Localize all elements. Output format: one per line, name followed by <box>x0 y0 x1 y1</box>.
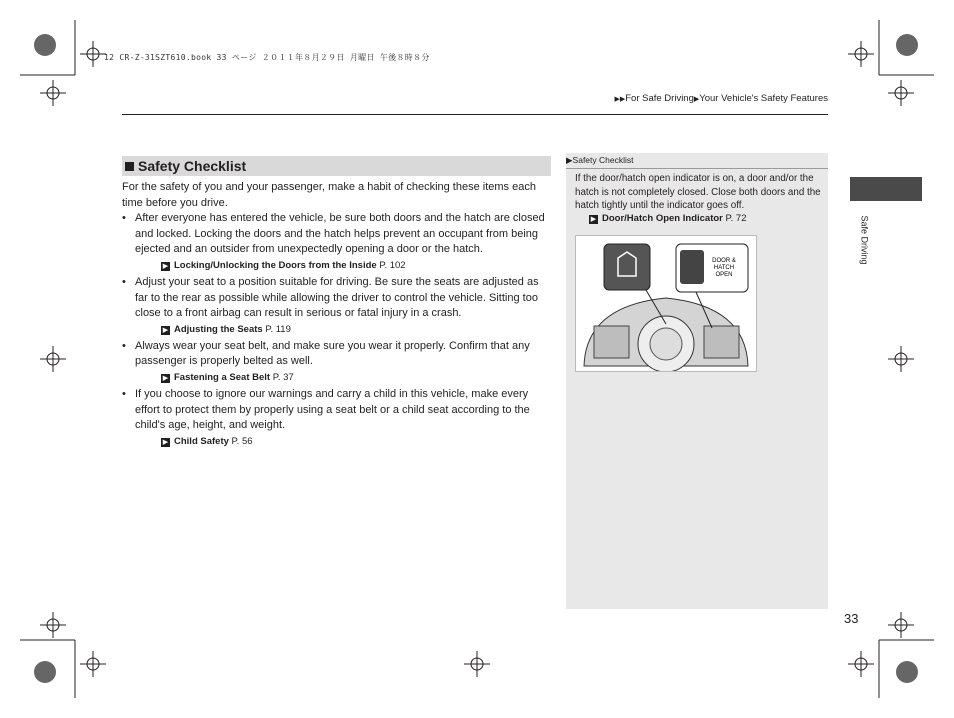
indicator-label: OPEN <box>715 272 733 278</box>
breadcrumb <box>614 93 828 104</box>
item-text: If you choose to ignore our warnings and carry a child in this vehicle, make every effort to protect them by properly using a seat belt or a child seat according to the child's age, height, and weight. <box>135 387 530 432</box>
breadcrumb-item[interactable]: Your Vehicle's Safety Features <box>699 93 828 104</box>
header-rule <box>122 114 828 115</box>
book-meta: 12 CR-Z-31SZT610.book 33 ページ ２０１１年８月２９日 月曜日 午後８時８分 <box>104 53 430 62</box>
reference-arrow-icon: ▶ <box>162 326 169 334</box>
indicator-label: HATCH <box>713 265 735 271</box>
page-number: 33 <box>844 611 859 626</box>
reference-arrow-icon: ▶ <box>162 262 169 270</box>
cross-reference-link[interactable] <box>161 435 552 449</box>
item-text: After everyone has entered the vehicle, be sure both doors and the hatch are closed and locked. Locking the doors and the hatch helps prevent an occupant from being ejected and an outsider from unexpectedly opening a door or the hatch. <box>135 212 545 256</box>
reference-arrow-icon: ▶ <box>162 374 169 382</box>
ref-page: P. 37 <box>272 371 294 383</box>
ref-title: Door/Hatch Open Indicator <box>602 213 723 224</box>
ref-title: Adjusting the Seats <box>174 323 263 335</box>
ref-page: P. 102 <box>379 259 406 271</box>
breadcrumb-item[interactable]: For Safe Driving <box>625 93 694 104</box>
breadcrumb-arrow-icon: ▶ <box>693 96 700 103</box>
section-title-text: Safety Checklist <box>138 158 247 174</box>
breadcrumb-arrow-icon: ▶▶ <box>614 96 626 103</box>
ref-page: P. 72 <box>725 213 747 224</box>
chapter-label: Safe Driving <box>859 215 870 265</box>
item-text: Adjust your seat to a position suitable for driving. Be sure the seats are adjusted as far to the rear as possible while allowing the driver to control the vehicle. Sitting too close to a front airbag can result in serious or fatal injury in a crash. <box>135 275 539 320</box>
reference-arrow-icon: ▶ <box>162 438 169 446</box>
note-body: If the door/hatch open indicator is on, a door and/or the hatch is not completely closed. Close both doors and the hatch tightly until the indicator goes off. <box>575 173 821 211</box>
ref-title: Child Safety <box>174 435 229 447</box>
item-text: Always wear your seat belt, and make sure you wear it properly. Confirm that any passenger is properly belted as well. <box>135 339 530 368</box>
reference-arrow-icon: ▶ <box>590 216 597 223</box>
dashboard-illustration <box>575 235 757 372</box>
list-item: • After everyone has entered the vehicle, be sure both doors and the hatch are closed and locked. Locking the doors and the hatch helps prevent an occupant from being ejected and an outsider from unexpectedly opening a door or the hatch. ▶ Locking/Unlocking the Doors from the Inside P. 102 <box>122 211 552 273</box>
square-icon <box>125 162 134 171</box>
ref-page: P. 119 <box>265 323 291 335</box>
section-title <box>122 156 551 176</box>
cross-reference-link[interactable] <box>161 371 552 385</box>
indicator-label: DOOR & <box>712 258 736 264</box>
note-heading-text: Safety Checklist <box>572 155 634 165</box>
cross-reference-link[interactable] <box>589 213 746 224</box>
list-item: • Adjust your seat to a position suitable for driving. Be sure the seats are adjusted as far to the rear as possible while allowing the driver to control the vehicle. Sitting too close to a front airbag can result in serious or fatal injury in a crash. ▶ Adjusting the Seats P. 119 <box>122 275 552 337</box>
list-item: • Always wear your seat belt, and make sure you wear it properly. Confirm that any passenger is properly belted as well. ▶ Fastening a Seat Belt P. 37 <box>122 339 552 385</box>
section-body <box>122 180 552 451</box>
ref-title: Locking/Unlocking the Doors from the Inside <box>174 259 377 271</box>
ref-title: Fastening a Seat Belt <box>174 371 271 383</box>
chapter-tab[interactable] <box>850 177 922 201</box>
instrument-panel-image <box>576 236 756 371</box>
note-heading <box>566 155 828 169</box>
intro-text: For the safety of you and your passenger, make a habit of checking these items each time before you drive. <box>122 181 536 209</box>
note-arrow-icon: ▶ <box>566 155 573 165</box>
cross-reference-link[interactable] <box>161 323 552 337</box>
ref-page: P. 56 <box>231 435 253 447</box>
list-item: • If you choose to ignore our warnings and carry a child in this vehicle, make every effort to protect them by properly using a seat belt or a child seat according to the child's age, height, and weight. ▶ Child Safety P. 56 <box>122 387 552 449</box>
checklist <box>122 211 552 449</box>
cross-reference-link[interactable] <box>161 259 552 273</box>
